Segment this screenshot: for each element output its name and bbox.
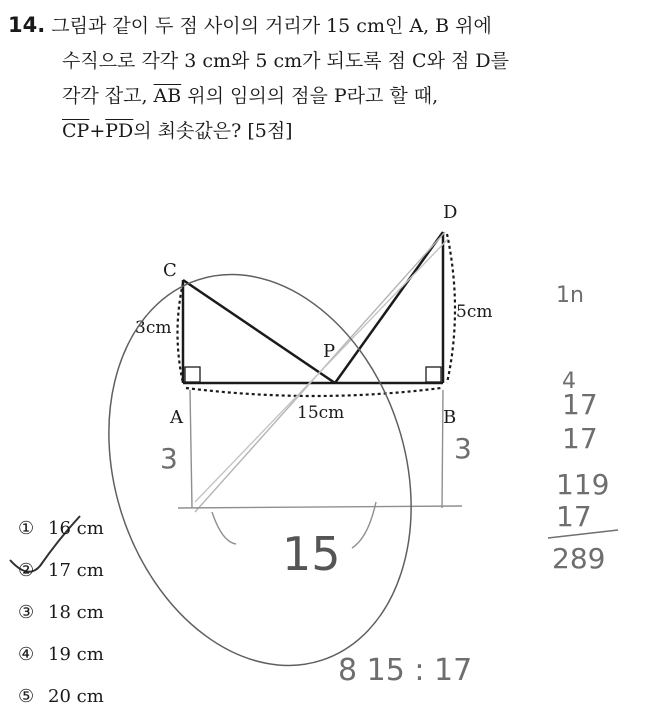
choice-2-text: 17 cm (48, 560, 104, 581)
question-line-2: 수직으로 각각 3 cm와 5 cm가 되도록 점 C와 점 D를 (62, 50, 509, 72)
question-number: 14. (8, 13, 46, 37)
choice-1[interactable] (18, 508, 104, 550)
right-angle-mark-a (185, 367, 200, 382)
segment-pd-line (335, 232, 443, 383)
pencil-right-3: 3 (454, 432, 472, 465)
length-ac: 3cm (135, 318, 172, 338)
segment-cp-line (183, 280, 335, 383)
segment-cp: $\overline{CP}$ (62, 120, 90, 142)
label-c: C (163, 260, 177, 281)
right-angle-mark-b (426, 367, 441, 382)
pencil-mid-15: 15 (282, 527, 341, 581)
question-line-1-text: 그림과 같이 두 점 사이의 거리가 15 cm인 A, B 위에 (51, 15, 492, 37)
length-bd: 5cm (456, 302, 493, 322)
choice-5-text: 20 cm (48, 686, 104, 707)
pencil-note-4: 4 (562, 369, 576, 394)
question-line-4-tail: 의 최솟값은? [5점] (133, 120, 293, 142)
pencil-col-5: 289 (552, 542, 606, 575)
label-d: D (443, 202, 458, 223)
choice-3-text: 18 cm (48, 602, 104, 623)
dim-ab-dotted (186, 388, 441, 396)
question-line-3-part-a: 각각 잡고, (62, 85, 154, 107)
pencil-arc-left (212, 512, 236, 544)
choice-3[interactable] (18, 592, 104, 634)
pencil-col-3: 119 (556, 468, 610, 501)
choice-5-number: ⑤ (18, 686, 35, 707)
pencil-col-1: 17 (562, 388, 598, 421)
pencil-arc-right (352, 502, 376, 548)
segment-ab: $\overline{AB}$ (153, 85, 182, 107)
question-line-3-part-b: 위의 임의의 점을 P라고 할 때, (181, 85, 439, 107)
choice-2-number: ② (18, 560, 35, 581)
choice-3-number: ③ (18, 602, 35, 623)
plus-sign: + (89, 120, 106, 142)
length-ab: 15cm (297, 403, 345, 423)
pencil-col-2: 17 (562, 422, 598, 455)
segment-pd: $\overline{PD}$ (105, 120, 134, 142)
pencil-note-top: 1n (556, 283, 584, 308)
choice-2[interactable] (18, 550, 104, 592)
choice-1-number: ① (18, 518, 35, 539)
label-p: P (323, 341, 336, 362)
pencil-left-3: 3 (160, 442, 178, 475)
answer-choices (18, 508, 104, 718)
pencil-left-vertical (190, 390, 192, 508)
choice-4[interactable] (18, 634, 104, 676)
pencil-col-4: 17 (556, 500, 592, 533)
pencil-bottom-note: 8 15 : 17 (338, 653, 473, 688)
choice-1-text: 16 cm (48, 518, 104, 539)
pencil-reflection-line-2 (195, 239, 448, 502)
choice-4-text: 19 cm (48, 644, 104, 665)
choice-4-number: ④ (18, 644, 35, 665)
pencil-bottom-line (178, 506, 462, 508)
label-b: B (443, 407, 457, 428)
dim-bd-dotted (447, 234, 455, 383)
pencil-right-vertical (442, 390, 443, 508)
pencil-oval (60, 235, 459, 705)
label-a: A (170, 407, 183, 428)
